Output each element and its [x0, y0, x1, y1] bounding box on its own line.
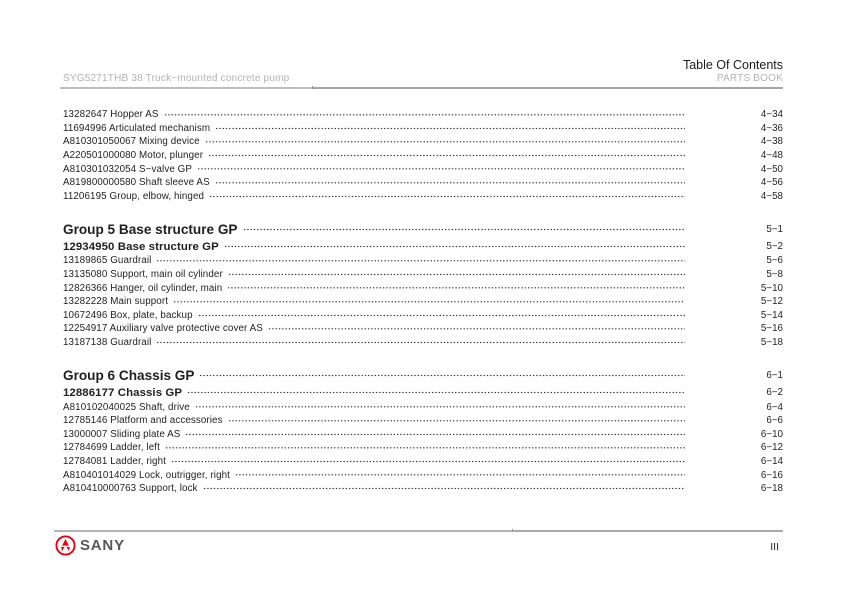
toc-entry[interactable]	[63, 135, 783, 149]
header-rule	[60, 86, 783, 89]
doc-type-label: PARTS BOOK	[716, 73, 783, 84]
toc-entry-label[interactable]: 13189865 Guardrail	[63, 255, 152, 267]
header-rule-right	[313, 87, 783, 89]
toc-group-heading[interactable]	[63, 366, 783, 385]
dotted-leader	[187, 385, 685, 400]
dotted-leader	[215, 176, 685, 190]
toc-entry-label[interactable]: 12785146 Platform and accessories	[63, 415, 223, 427]
doc-model-label: SYG5271THB 38 Truck−mounted concrete pump	[63, 73, 290, 84]
table-of-contents	[60, 108, 783, 495]
toc-entry-label[interactable]: 12254917 Auxiliary valve protective cover AS	[63, 323, 263, 335]
dotted-leader	[173, 295, 685, 309]
dotted-leader	[156, 336, 685, 350]
toc-entry[interactable]	[63, 122, 783, 136]
toc-entry-page: 4−58	[760, 190, 783, 202]
dotted-leader	[198, 309, 685, 323]
toc-entry-label[interactable]: A810301032054 S−valve GP	[63, 163, 193, 175]
toc-entry-page: 6−6	[766, 415, 783, 427]
toc-entry[interactable]	[63, 190, 783, 204]
toc-entry-page: 5−6	[766, 255, 783, 267]
toc-entry[interactable]	[63, 441, 783, 455]
page-title: Table Of Contents	[682, 58, 783, 72]
toc-entry[interactable]	[63, 428, 783, 442]
toc-entry-page: 4−56	[760, 177, 783, 189]
toc-entry[interactable]	[63, 162, 783, 176]
toc-entry-label[interactable]: 12826366 Hanger, oil cylinder, main	[63, 282, 223, 294]
toc-entry-page: 4−48	[760, 150, 783, 162]
toc-group-heading-label[interactable]: Group 5 Base structure GP	[63, 222, 238, 238]
dotted-leader	[228, 414, 685, 428]
toc-entry-label[interactable]: 12784699 Ladder, left	[63, 442, 160, 454]
dotted-leader	[171, 455, 685, 469]
footer-rule-right	[513, 530, 783, 532]
brand-name: SANY	[80, 537, 125, 554]
toc-subgroup-heading[interactable]	[63, 385, 783, 400]
toc-entry-label[interactable]: 13282228 Main support	[63, 296, 169, 308]
toc-entry[interactable]	[63, 414, 783, 428]
dotted-leader	[228, 268, 685, 282]
toc-subgroup-heading-label[interactable]: 12934950 Base structure GP	[63, 240, 219, 253]
toc-entry[interactable]	[63, 309, 783, 323]
toc-entry-page: 5−12	[760, 296, 783, 308]
page-number: III	[770, 541, 779, 553]
toc-entry-page: 6−4	[766, 401, 783, 413]
toc-entry-page: 5−16	[760, 323, 783, 335]
toc-entry-label[interactable]: 13135080 Support, main oil cylinder	[63, 269, 223, 281]
dotted-leader	[235, 468, 685, 482]
dotted-leader	[224, 239, 685, 254]
toc-entry-page: 5−2	[766, 241, 783, 253]
toc-entry-label[interactable]: A810401014029 Lock, outrigger, right	[63, 469, 231, 481]
dotted-leader	[195, 400, 685, 414]
toc-group-heading-label[interactable]: Group 6 Chassis GP	[63, 368, 195, 384]
toc-entry[interactable]	[63, 336, 783, 350]
dotted-leader	[165, 441, 685, 455]
toc-entry[interactable]	[63, 455, 783, 469]
toc-entry-page: 5−14	[760, 309, 783, 321]
header-rule-left	[60, 87, 312, 89]
dotted-leader	[164, 108, 686, 122]
toc-entry-page: 6−14	[760, 455, 783, 467]
dotted-leader	[203, 482, 685, 496]
toc-subgroup-heading-label[interactable]: 12886177 Chassis GP	[63, 386, 183, 399]
toc-entry-page: 4−50	[760, 163, 783, 175]
dotted-leader	[205, 135, 685, 149]
toc-entry[interactable]	[63, 254, 783, 268]
toc-entry-page: 4−36	[760, 122, 783, 134]
dotted-leader	[209, 190, 685, 204]
dotted-leader	[156, 254, 685, 268]
toc-entry-page: 4−34	[760, 109, 783, 121]
footer-row	[54, 535, 783, 556]
footer-rule-left	[54, 530, 512, 532]
toc-entry[interactable]	[63, 268, 783, 282]
dotted-leader	[199, 366, 685, 385]
page-content	[60, 58, 783, 495]
toc-entry[interactable]	[63, 176, 783, 190]
toc-entry-page: 6−2	[766, 387, 783, 399]
toc-entry-page: 6−16	[760, 469, 783, 481]
dotted-leader	[185, 428, 685, 442]
toc-entry-page: 6−18	[760, 483, 783, 495]
dotted-leader	[208, 149, 685, 163]
toc-entry[interactable]	[63, 108, 783, 122]
header-subrow	[60, 72, 783, 85]
toc-entry[interactable]	[63, 295, 783, 309]
brand-logo	[54, 535, 125, 556]
toc-entry-label[interactable]: 11206195 Group, elbow, hinged	[63, 190, 205, 202]
page-footer	[54, 529, 783, 556]
toc-entry-label[interactable]: A810102040025 Shaft, drive	[63, 401, 190, 413]
toc-entry[interactable]	[63, 149, 783, 163]
toc-entry-label[interactable]: A810301050067 Mixing device	[63, 136, 200, 148]
toc-entry-page: 5−8	[766, 269, 783, 281]
dotted-leader	[268, 322, 685, 336]
toc-subgroup-heading[interactable]	[63, 239, 783, 254]
toc-entry[interactable]	[63, 468, 783, 482]
toc-entry-label[interactable]: 13000007 Sliding plate AS	[63, 428, 181, 440]
toc-entry-page: 6−12	[760, 442, 783, 454]
toc-group-heading[interactable]	[63, 220, 783, 239]
dotted-leader	[227, 281, 685, 295]
toc-entry-page: 5−18	[760, 337, 783, 349]
toc-entry-label[interactable]: 10672496 Box, plate, backup	[63, 309, 193, 321]
toc-entry-label[interactable]: 11694996 Articulated mechanism	[63, 122, 211, 134]
toc-entry-page: 6−1	[766, 370, 783, 382]
toc-entry[interactable]	[63, 482, 783, 496]
dotted-leader	[243, 220, 685, 239]
toc-entry[interactable]	[63, 322, 783, 336]
toc-entry-page: 4−38	[760, 136, 783, 148]
sany-emblem-icon	[55, 535, 76, 556]
footer-rule	[54, 529, 783, 532]
dotted-leader	[197, 162, 685, 176]
toc-entry-label[interactable]: 13282647 Hopper AS	[63, 109, 159, 121]
toc-entry[interactable]	[63, 400, 783, 414]
toc-entry-page: 6−10	[760, 428, 783, 440]
toc-entry-label[interactable]: A819800000580 Shaft sleeve AS	[63, 177, 210, 189]
toc-entry-label[interactable]: A220501000080 Motor, plunger	[63, 150, 204, 162]
toc-entry-label[interactable]: 12784081 Ladder, right	[63, 455, 166, 467]
dotted-leader	[215, 122, 685, 136]
toc-entry-label[interactable]: A810410000763 Support, lock	[63, 483, 198, 495]
toc-entry-page: 5−10	[760, 282, 783, 294]
toc-entry-page: 5−1	[766, 224, 783, 236]
toc-entry-label[interactable]: 13187138 Guardrail	[63, 337, 152, 349]
toc-entry[interactable]	[63, 281, 783, 295]
